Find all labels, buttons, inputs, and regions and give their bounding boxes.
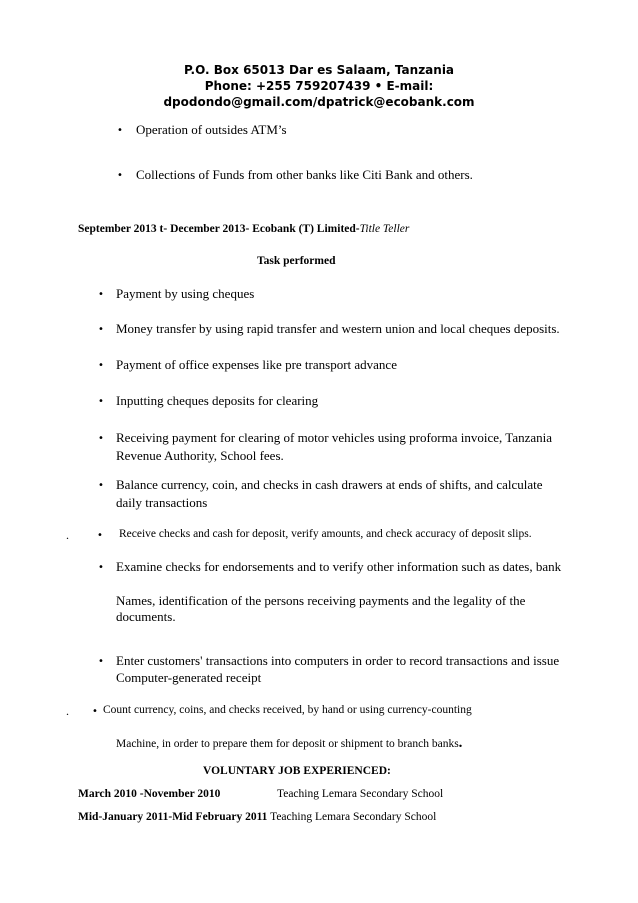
stray-dot: . — [66, 704, 69, 718]
list-item: Enter customers' transactions into computers in order to record transactions and issue — [116, 653, 560, 668]
list-item: Inputting cheques deposits for clearing — [116, 393, 319, 408]
bullet-icon: • — [98, 289, 104, 300]
end-period: . — [458, 735, 463, 751]
bullet-icon: • — [98, 324, 104, 335]
list-item-text: Machine, in order to prepare them for deposit or shipment to branch banks — [116, 738, 459, 750]
stray-dot: . — [66, 528, 69, 542]
list-item: Money transfer by using rapid transfer and western union and local cheques deposits. — [116, 321, 560, 336]
phone-email-line: Phone: +255 759207439 • E-mail: — [204, 79, 434, 93]
voluntary-date: March 2010 -November 2010 — [78, 788, 221, 800]
list-item-continuation: documents. — [116, 609, 176, 624]
bullet-icon: • — [117, 125, 123, 136]
bullet-icon: • — [98, 433, 104, 444]
job-role: Title Teller — [359, 223, 410, 235]
list-item-continuation: Names, identification of the persons receiving payments and the legality of the — [116, 593, 526, 608]
list-item: Operation of outsides ATM’s — [136, 122, 287, 137]
job-title-line — [78, 223, 409, 235]
voluntary-desc: Teaching Lemara Secondary School — [277, 788, 444, 800]
list-item: Collections of Funds from other banks like Citi Bank and others. — [136, 167, 473, 182]
list-item: Payment of office expenses like pre transport advance — [116, 357, 397, 372]
bullet-icon: • — [98, 480, 104, 491]
list-item: Receiving payment for clearing of motor vehicles using proforma invoice, Tanzania — [116, 430, 553, 445]
bullet-icon: • — [117, 170, 123, 181]
address-line: P.O. Box 65013 Dar es Salaam, Tanzania — [183, 63, 455, 77]
bullet-icon: • — [98, 396, 104, 407]
voluntary-row — [78, 811, 436, 823]
voluntary-heading: VOLUNTARY JOB EXPERIENCED: — [203, 765, 391, 777]
list-item-continuation: Computer-generated receipt — [116, 670, 262, 685]
bullet-icon: • — [98, 562, 104, 573]
bullet-icon: • — [98, 360, 104, 371]
list-item-continuation: Revenue Authority, School fees. — [116, 448, 284, 463]
list-item: Count currency, coins, and checks received, by hand or using currency-counting — [103, 704, 472, 716]
bullet-icon: • — [98, 656, 104, 667]
job-period-company: September 2013 t- December 2013- Ecobank (T) Limited- — [78, 223, 360, 235]
task-heading: Task performed — [257, 255, 336, 267]
list-item-continuation — [116, 735, 462, 752]
list-item: Examine checks for endorsements and to verify other information such as dates, bank — [116, 559, 562, 574]
list-item: Balance currency, coin, and checks in cash drawers at ends of shifts, and calculate — [116, 477, 543, 492]
bullet-icon: • — [92, 706, 98, 717]
list-item: Payment by using cheques — [116, 286, 255, 301]
voluntary-desc: Teaching Lemara Secondary School — [270, 811, 437, 823]
list-item-continuation: daily transactions — [116, 495, 208, 510]
email-address[interactable]: dpodondo@gmail.com/dpatrick@ecobank.com — [163, 95, 475, 109]
voluntary-date: Mid-January 2011-Mid February 2011 — [78, 811, 268, 823]
bullet-icon: • — [97, 530, 103, 541]
list-item: Receive checks and cash for deposit, verify amounts, and check accuracy of deposit slips. — [119, 528, 532, 540]
